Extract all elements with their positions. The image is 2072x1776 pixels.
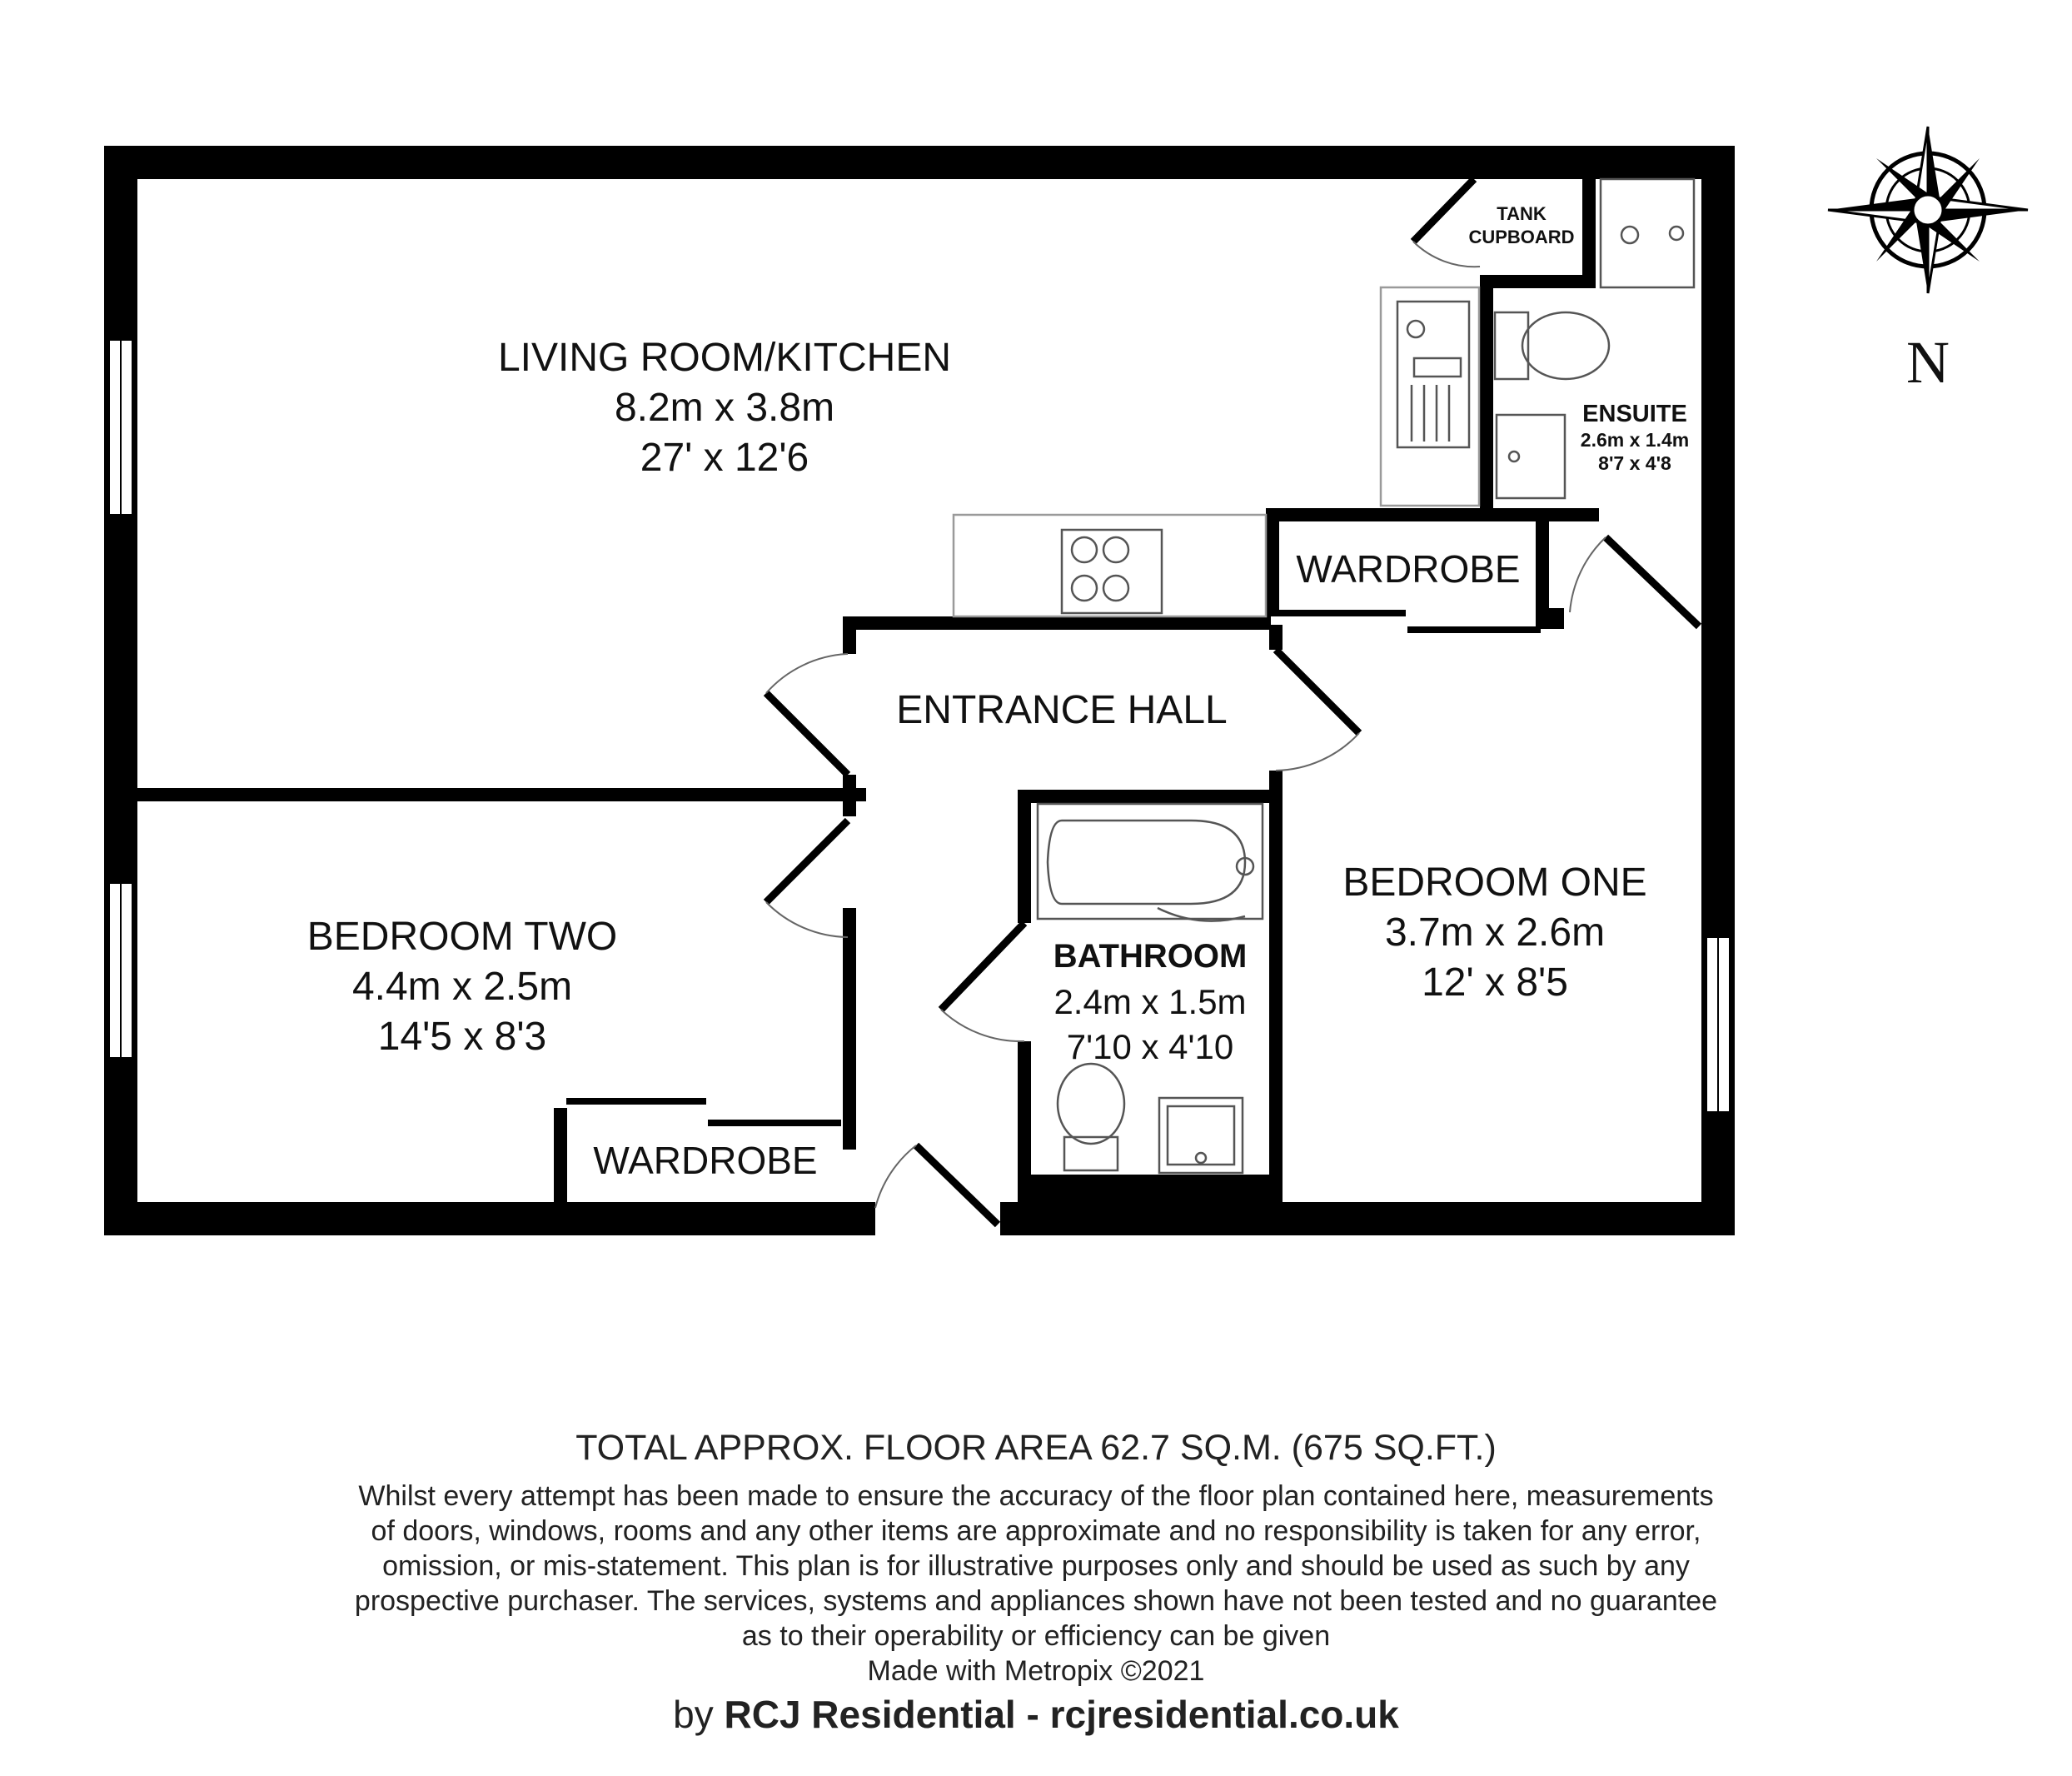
tank-cupboard-label <box>1459 202 1584 249</box>
entrance-hall-label <box>866 686 1258 736</box>
disclaimer <box>0 1479 2072 1689</box>
wardrobe-bottom-label <box>568 1137 843 1184</box>
wardrobe-top-label <box>1279 546 1537 592</box>
living-room-name: LIVING ROOM/KITCHEN <box>497 336 952 380</box>
compass-rose <box>1828 127 2028 293</box>
bedroom-two-label <box>254 912 670 1062</box>
bathroom-label <box>1031 933 1269 1070</box>
tank-cupboard-line1: TANK <box>1497 203 1547 224</box>
disclaimer-line: omission, or mis-statement. This plan is for illustrative purposes only and should be used as such by any <box>382 1550 1690 1582</box>
bathroom-name: BATHROOM <box>1053 938 1248 975</box>
living-room-label <box>475 333 974 483</box>
bedroom-two-metric: 4.4m x 2.5m <box>351 965 573 1009</box>
living-room-metric: 8.2m x 3.8m <box>614 386 835 430</box>
agent-credit <box>0 1691 2072 1738</box>
bathroom-imperial: 7'10 x 4'10 <box>1066 1027 1234 1066</box>
bathroom-metric: 2.4m x 1.5m <box>1053 982 1247 1021</box>
ensuite-metric: 2.6m x 1.4m <box>1580 429 1690 451</box>
agent-prefix: by <box>673 1693 725 1736</box>
wardrobe-top-name: WARDROBE <box>1296 547 1521 591</box>
ensuite-name: ENSUITE <box>1582 401 1687 427</box>
total-floor-area: TOTAL APPROX. FLOOR AREA 62.7 SQ.M. (675 SQ.FT.) <box>575 1428 1497 1468</box>
ensuite-imperial: 8'7 x 4'8 <box>1598 452 1671 474</box>
made-with: Made with Metropix ©2021 <box>867 1655 1205 1687</box>
wardrobe-bottom-name: WARDROBE <box>593 1139 818 1182</box>
bedroom-one-metric: 3.7m x 2.6m <box>1384 910 1606 955</box>
tank-cupboard-line2: CUPBOARD <box>1468 227 1575 247</box>
bedroom-one-name: BEDROOM ONE <box>1342 861 1647 905</box>
entrance-hall-name: ENTRANCE HALL <box>896 688 1228 732</box>
compass-north-label: N <box>1906 329 1950 396</box>
bedroom-one-label <box>1287 858 1703 1008</box>
ensuite-label <box>1566 400 1704 475</box>
agent-name: RCJ Residential - rcjresidential.co.uk <box>724 1693 1399 1736</box>
bedroom-two-imperial: 14'5 x 8'3 <box>377 1015 547 1059</box>
disclaimer-line: Whilst every attempt has been made to ensure the accuracy of the floor plan contained here, measurements <box>358 1480 1714 1512</box>
bedroom-two-name: BEDROOM TWO <box>306 915 618 959</box>
disclaimer-line: prospective purchaser. The services, systems and appliances shown have not been tested and no guarantee <box>354 1585 1718 1617</box>
living-room-imperial: 27' x 12'6 <box>640 436 809 480</box>
disclaimer-line: as to their operability or efficiency can be given <box>741 1620 1331 1652</box>
disclaimer-line: of doors, windows, rooms and any other items are approximate and no responsibility is taken for any error, <box>371 1515 1701 1547</box>
bedroom-one-imperial: 12' x 8'5 <box>1422 960 1568 1005</box>
